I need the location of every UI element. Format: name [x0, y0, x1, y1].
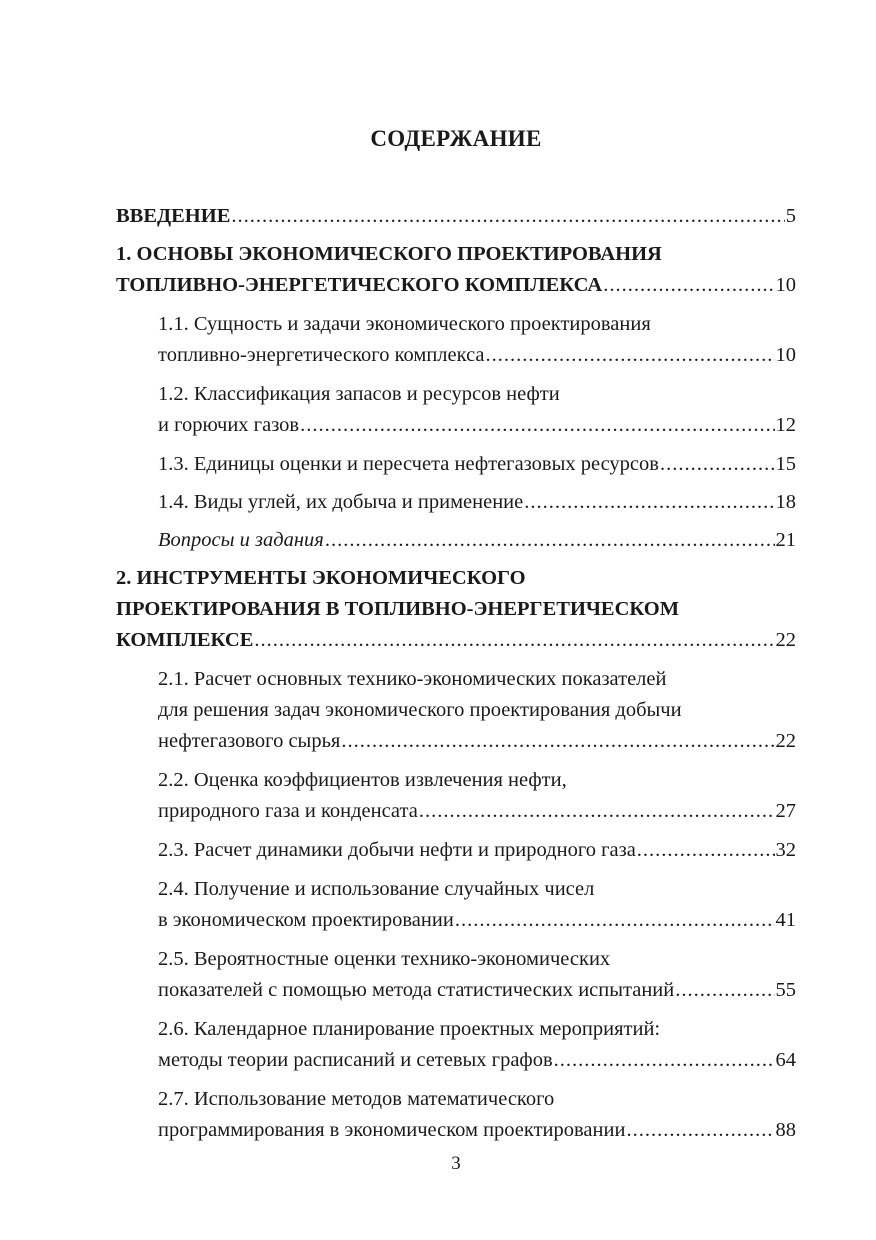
- toc-page-number: 27: [775, 800, 796, 822]
- dot-leader: [231, 201, 784, 232]
- toc-page-number: 10: [775, 344, 796, 366]
- dot-leader: [254, 625, 774, 656]
- toc-entry-section-2-7[interactable]: [116, 1084, 796, 1146]
- dot-leader: [524, 487, 774, 518]
- toc-page-number: 12: [775, 414, 796, 436]
- page-footer-number: 3: [451, 1153, 461, 1174]
- dot-leader: [637, 835, 775, 866]
- toc-entry-text: 1.1. Сущность и задачи экономического проектирования: [158, 313, 651, 335]
- toc-page-number: 10: [775, 274, 796, 296]
- toc-entry-chapter-1[interactable]: [116, 239, 796, 301]
- dot-leader: [554, 1045, 775, 1076]
- toc-entry-text: для решения задач экономического проектирования добычи: [158, 699, 682, 721]
- toc-entry-text: ТОПЛИВНО-ЭНЕРГЕТИЧЕСКОГО КОМПЛЕКСА: [116, 274, 603, 296]
- toc-entry-text: Вопросы и задания: [158, 529, 324, 551]
- dot-leader: [300, 410, 774, 441]
- toc-entry-text: и горючих газов: [158, 414, 300, 436]
- toc-entry-text: 2.3. Расчет динамики добычи нефти и природного газа: [158, 839, 636, 861]
- toc-entry-text: 1.3. Единицы оценки и пересчета нефтегазовых ресурсов: [158, 453, 659, 475]
- toc-entry-section-1-4[interactable]: [116, 487, 796, 518]
- toc-entry-section-2-6[interactable]: [116, 1014, 796, 1076]
- dot-leader: [675, 975, 774, 1006]
- dot-leader: [486, 340, 775, 371]
- toc-entry-text: 2.6. Календарное планирование проектных мероприятий:: [158, 1018, 661, 1040]
- toc-page-number: 21: [775, 529, 796, 551]
- toc-entry-text: 2. ИНСТРУМЕНТЫ ЭКОНОМИЧЕСКОГО: [116, 567, 526, 589]
- toc-entry-text: нефтегазового сырья: [158, 730, 341, 752]
- toc-entry-section-1-2[interactable]: [116, 379, 796, 441]
- toc-entry-introduction[interactable]: [116, 201, 796, 232]
- toc-entry-text: 2.1. Расчет основных технико-экономических показателей: [158, 668, 667, 690]
- toc-entry-text: 1.4. Виды углей, их добыча и применение: [158, 491, 524, 513]
- toc-entry-section-2-5[interactable]: [116, 944, 796, 1006]
- dot-leader: [626, 1115, 774, 1146]
- dot-leader: [341, 726, 774, 757]
- toc-entry-section-1-1[interactable]: [116, 309, 796, 371]
- dot-leader: [455, 905, 775, 936]
- dot-leader: [325, 525, 775, 556]
- toc-page-number: 64: [775, 1049, 796, 1071]
- toc-page-number: 5: [785, 205, 796, 227]
- document-page: [116, 0, 796, 1240]
- toc-page-number: 18: [775, 491, 796, 513]
- toc-entry-text: КОМПЛЕКСЕ: [116, 629, 254, 651]
- toc-page-number: 22: [775, 730, 796, 752]
- toc-entry-text: показателей с помощью метода статистических испытаний: [158, 979, 675, 1001]
- toc-entry-text: методы теории расписаний и сетевых графов: [158, 1049, 553, 1071]
- toc-entry-chapter-2[interactable]: [116, 563, 796, 656]
- toc-page-number: 55: [775, 979, 796, 1001]
- toc-entry-text: программирования в экономическом проектировании: [158, 1119, 626, 1141]
- dot-leader: [603, 270, 774, 301]
- toc-entry-questions[interactable]: [116, 525, 796, 556]
- table-of-contents: [116, 201, 796, 1146]
- toc-entry-text: ВВЕДЕНИЕ: [116, 205, 231, 227]
- toc-entry-text: топливно-энергетического комплекса: [158, 344, 485, 366]
- toc-entry-section-1-3[interactable]: [116, 449, 796, 480]
- page-title: СОДЕРЖАНИЕ: [370, 126, 542, 151]
- toc-entry-text: 1. ОСНОВЫ ЭКОНОМИЧЕСКОГО ПРОЕКТИРОВАНИЯ: [116, 243, 662, 265]
- toc-entry-text: 2.5. Вероятностные оценки технико-экономических: [158, 948, 611, 970]
- toc-entry-section-2-2[interactable]: [116, 765, 796, 827]
- toc-entry-text: 2.4. Получение и использование случайных чисел: [158, 878, 595, 900]
- dot-leader: [419, 796, 775, 827]
- toc-entry-text: 2.2. Оценка коэффициентов извлечения нефти,: [158, 769, 567, 791]
- toc-entry-text: природного газа и конденсата: [158, 800, 418, 822]
- dot-leader: [660, 449, 775, 480]
- toc-page-number: 22: [775, 629, 796, 651]
- toc-entry-text: 1.2. Классификация запасов и ресурсов нефти: [158, 383, 560, 405]
- toc-page-number: 41: [775, 909, 796, 931]
- toc-entry-text: в экономическом проектировании: [158, 909, 454, 931]
- toc-page-number: 15: [775, 453, 796, 475]
- toc-entry-text: 2.7. Использование методов математического: [158, 1088, 555, 1110]
- toc-page-number: 32: [775, 839, 796, 861]
- toc-entry-section-2-3[interactable]: [116, 835, 796, 866]
- toc-entry-text: ПРОЕКТИРОВАНИЯ В ТОПЛИВНО-ЭНЕРГЕТИЧЕСКОМ: [116, 598, 680, 620]
- toc-page-number: 88: [775, 1119, 796, 1141]
- toc-entry-section-2-1[interactable]: [116, 664, 796, 757]
- toc-entry-section-2-4[interactable]: [116, 874, 796, 936]
